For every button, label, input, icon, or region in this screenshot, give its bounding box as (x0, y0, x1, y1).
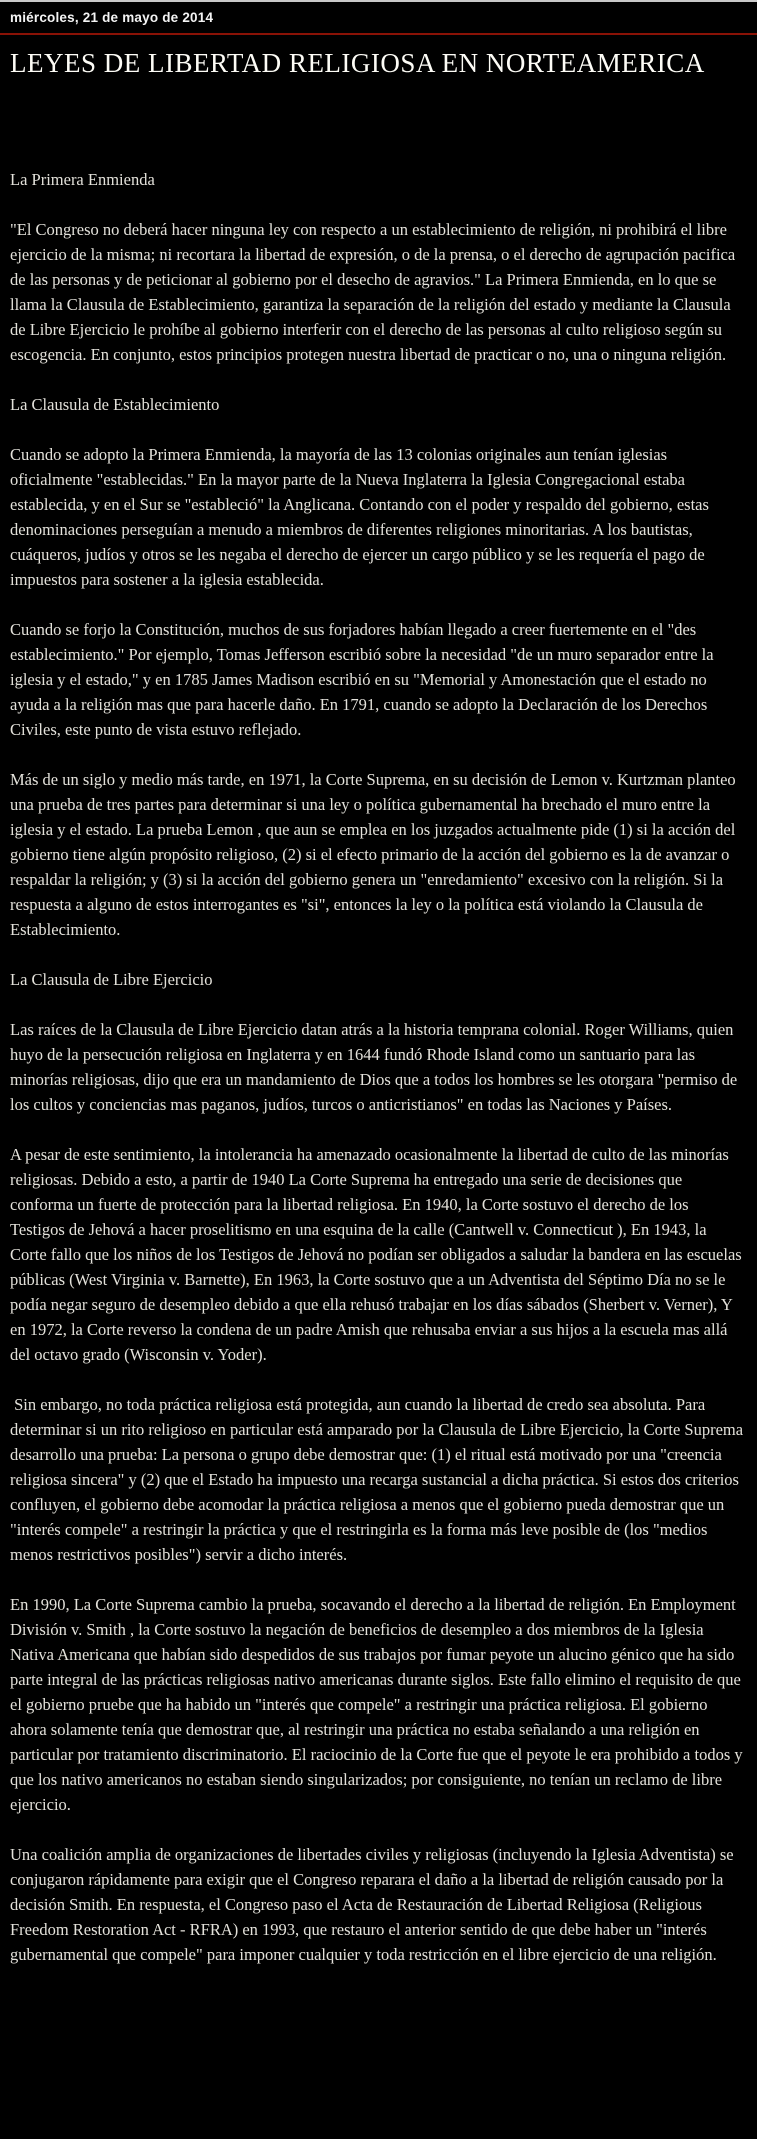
paragraph: Cuando se forjo la Constitución, muchos de sus forjadores habían llegado a creer fuertemente en el "des establecimiento." Por ejemplo, Tomas Jefferson escribió sobre la necesidad "de un muro separador entre la iglesia y el estado," y en 1785 James Madison escribió en su "Memorial y Amonestación que el estado no ayuda a la religión mas que para hacerle daño. En 1791, cuando se adopto la Declaración de los Derechos Civiles, este punto de vista estuvo reflejado. (10, 620, 718, 739)
paragraph: Una coalición amplia de organizaciones de libertades civiles y religiosas (incluyendo la Iglesia Adventista) se conjugaron rápidamente para exigir que el Congreso reparara el daño a la libertad de religión causado por la decisión Smith. En respuesta, el Congreso paso el Acta de Restauración de Libertad Religiosa (Religious Freedom Restoration Act - RFRA) en 1993, que restauro el anterior sentido de que debe haber un "interés gubernamental que compele" para imponer cualquier y toda restricción en el libre ejercicio de una religión. (10, 1845, 738, 1964)
section-heading-clausula-libre-ejercicio: La Clausula de Libre Ejercicio (10, 970, 213, 989)
post-title: LEYES DE LIBERTAD RELIGIOSA EN NORTEAMERICA (10, 48, 705, 78)
paragraph: Sin embargo, no toda práctica religiosa está protegida, aun cuando la libertad de credo sea absoluta. Para determinar si un rito religioso en particular está amparado por la Clausula de Libre Ejercicio, la Corte Suprema desarrollo una prueba: La persona o grupo debe demostrar que: (1) el ritual está motivado por una "creencia religiosa sincera" y (2) que el Estado ha impuesto una recarga sustancial a dicha práctica. Si estos dos criterios confluyen, el gobierno debe acomodar la práctica religiosa a menos que el gobierno pueda demostrar que un "interés compele" a restringir la práctica y que el restringirla es la forma más leve posible de (los "medios menos restrictivos posibles") servir a dicho interés. (10, 1395, 748, 1564)
post-date: miércoles, 21 de mayo de 2014 (0, 2, 757, 35)
paragraph: En 1990, La Corte Suprema cambio la prueba, socavando el derecho a la libertad de religión. En Employment División v. Smith , la Corte sostuvo la negación de beneficios de desempleo a dos miembros de la Iglesia Nativa Americana que habían sido despedidos de sus trabajos por fumar peyote un alucino génico que ha sido parte integral de las prácticas religiosas nativo americanas durante siglos. Este fallo elimino el requisito de que el gobierno pruebe que ha habido un "interés que compele" a restringir una práctica religiosa. El gobierno ahora solamente tenía que demostrar que, al restringir una práctica no estaba señalando a una religión en particular por tratamiento discriminatorio. El raciocinio de la Corte fue que el peyote le era prohibido a todos y que los nativo americanos no estaban siendo singularizados; por consiguiente, no tenían un reclamo de libre ejercicio. (10, 1595, 747, 1814)
section-heading-clausula-establecimiento: La Clausula de Establecimiento (10, 395, 220, 414)
paragraph: "El Congreso no deberá hacer ninguna ley con respecto a un establecimiento de religión, ni prohibirá el libre ejercicio de la misma; ni recortara la libertad de expresión, o de la prensa, o el derecho de agrupación pacifica de las personas y de peticionar al gobierno por el desecho de agravios." La Primera Enmienda, en lo que se llama la Clausula de Establecimiento, garantiza la separación de la religión del estado y mediante la Clausula de Libre Ejercicio le prohíbe al gobierno interferir con el derecho de las personas al culto religioso según su escogencia. En conjunto, estos principios protegen nuestra libertad de practicar o no, una o ninguna religión. (10, 220, 740, 364)
paragraph: Más de un siglo y medio más tarde, en 1971, la Corte Suprema, en su decisión de Lemon v. Kurtzman planteo una prueba de tres partes para determinar si una ley o política gubernamental ha brechado el muro entre la iglesia y el estado. La prueba Lemon , que aun se emplea en los juzgados actualmente pide (1) si la acción del gobierno tiene algún propósito religioso, (2) si el efecto primario de la acción del gobierno es la de avanzar o respaldar la religión; y (3) si la acción del gobierno genera un "enredamiento" excesivo con la religión. Si la respuesta a alguno de estos interrogantes es "si", entonces la ley o la política está violando la Clausula de Establecimiento. (10, 770, 740, 939)
post-body (0, 167, 757, 2022)
section-heading-primera-enmienda: La Primera Enmienda (10, 170, 155, 189)
paragraph: Las raíces de la Clausula de Libre Ejercicio datan atrás a la historia temprana colonial. Roger Williams, quien huyo de la persecución religiosa en Inglaterra y en 1644 fundó Rhode Island como un santuario para las minorías religiosas, dijo que era un mandamiento de Dios que a todos los hombres se les otorgara "permiso de los cultos y conciencias mas paganos, judíos, turcos o anticristianos" en todas las Naciones y Países. (10, 1020, 742, 1114)
paragraph: A pesar de este sentimiento, la intolerancia ha amenazado ocasionalmente la libertad de culto de las minorías religiosas. Debido a esto, a partir de 1940 La Corte Suprema ha entregado una serie de decisiones que conforma un fuerte de protección para la libertad religiosa. En 1940, la Corte sostuvo el derecho de los Testigos de Jehová a hacer proselitismo en una esquina de la calle (Cantwell v. Connecticut ), En 1943, la Corte fallo que los niños de los Testigos de Jehová no podían ser obligados a saludar la bandera en las escuelas públicas (West Virginia v. Barnette), En 1963, la Corte sostuvo que a un Adventista del Séptimo Día no se le podía negar seguro de desempleo debido a que ella rehusó trabajar en los días sábados (Sherbert v. Verner), Y en 1972, la Corte reverso la condena de un padre Amish que rehusaba enviar a sus hijos a la escuela mas allá del octavo grado (Wisconsin v. Yoder). (10, 1145, 746, 1364)
paragraph: Cuando se adopto la Primera Enmienda, la mayoría de las 13 colonias originales aun tenían iglesias oficialmente "establecidas." En la mayor parte de la Nueva Inglaterra la Iglesia Congregacional estaba establecida, y en el Sur se "estableció" la Anglicana. Contando con el poder y respaldo del gobierno, estas denominaciones perseguían a menudo a miembros de diferentes religiones minoritarias. A los bautistas, cuáqueros, judíos y otros se les negaba el derecho de ejercer un cargo público y se les requería el pago de impuestos para sostener a la iglesia establecida. (10, 445, 714, 589)
